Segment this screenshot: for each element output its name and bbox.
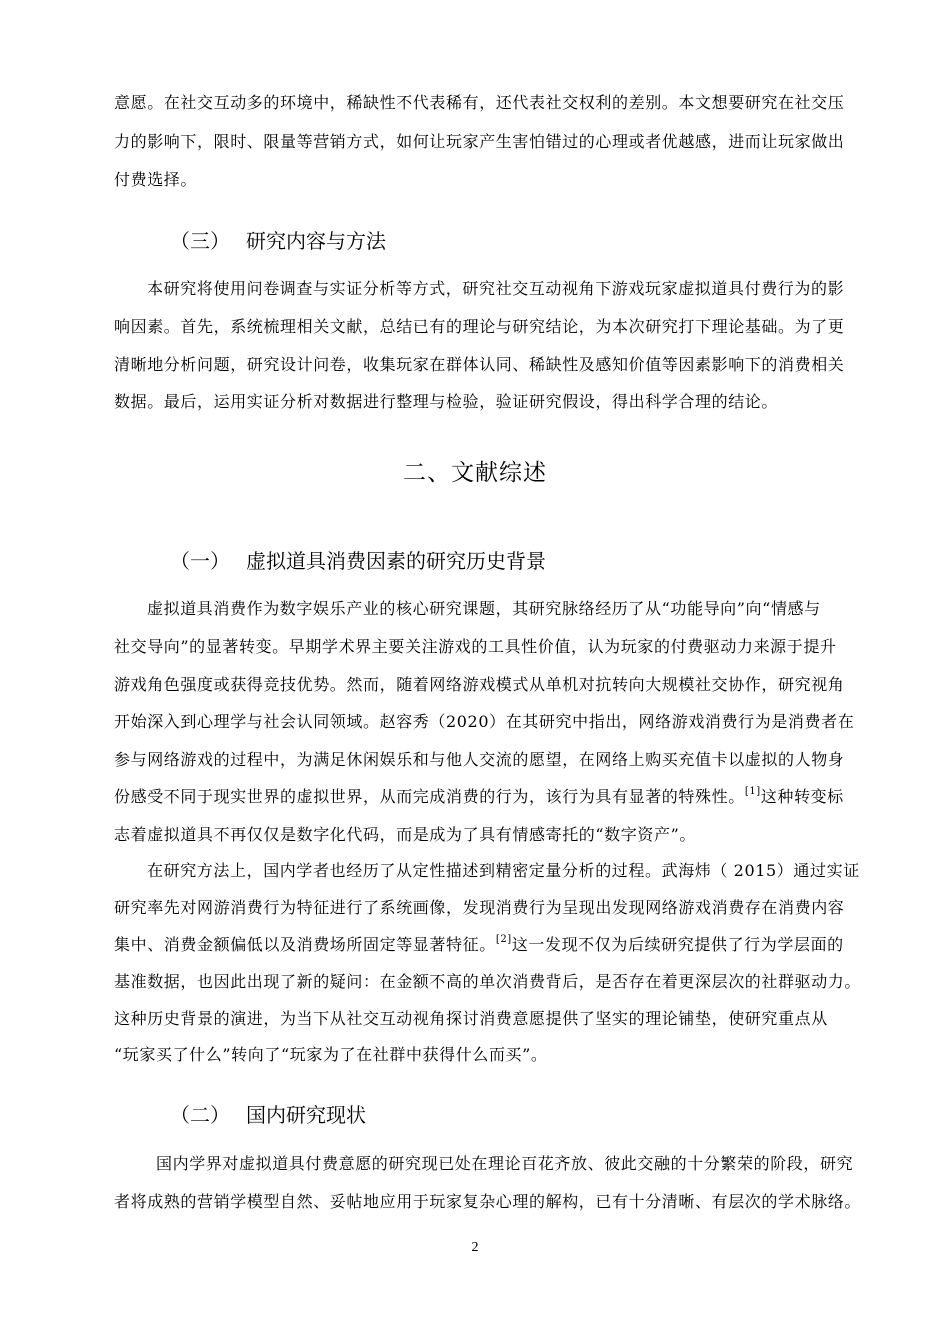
body-text-segment: 集中、消费金额偏低以及消费场所固定等显著特征。 <box>114 935 496 954</box>
body-text-segment: 份感受不同于现实世界的虚拟世界，从而完成消费的行为，该行为具有显著的特殊性。 <box>114 787 745 806</box>
body-text-line: 者将成熟的营销学模型自然、妥帖地应用于玩家复杂心理的解构，已有十分清晰、有层次的学术脉络。 <box>114 1192 862 1211</box>
section-number: （一） <box>170 549 230 573</box>
section-title: 国内研究现状 <box>246 1103 366 1127</box>
body-text-line: 志着虚拟道具不再仅仅是数字化代码，而是成为了具有情感寄托的“数字资产”。 <box>114 825 696 844</box>
body-text-line: 参与网络游戏的过程中，为满足休闲娱乐和与他人交流的愿望，在网络上购买充值卡以虚拟的人物身 <box>114 750 845 769</box>
body-text-segment: 这种转变标 <box>760 787 844 806</box>
body-text-line <box>114 934 844 956</box>
body-text-line: 这种历史背景的演进，为当下从社交互动视角探讨消费意愿提供了坚实的理论铺垫，使研究重点从 <box>114 1009 828 1028</box>
citation-ref[interactable]: [2] <box>495 934 512 945</box>
body-text-line: 开始深入到心理学与社会认同领域。赵容秀（2020）在其研究中指出，网络游戏消费行为是消费者在 <box>114 712 855 731</box>
body-text-line: 基准数据，也因此出现了新的疑问：在金额不高的单次消费背后，是否存在着更深层次的社群驱动力。 <box>114 972 862 991</box>
section-title: 虚拟道具消费因素的研究历史背景 <box>246 549 546 573</box>
body-text-line: 意愿。在社交互动多的环境中，稀缺性不代表稀有，还代表社交权利的差别。本文想要研究在社交压 <box>114 93 845 112</box>
body-text-line: 本研究将使用问卷调查与实证分析等方式，研究社交互动视角下游戏玩家虚拟道具付费行为的影 <box>147 279 845 298</box>
body-text-line: 清晰地分析问题，研究设计问卷，收集玩家在群体认同、稀缺性及感知价值等因素影响下的消费相关 <box>114 355 845 374</box>
section-title: 研究内容与方法 <box>246 229 386 253</box>
chapter-title: 二、文献综述 <box>403 460 547 486</box>
body-text-line: 数据。最后，运用实证分析对数据进行整理与检验，验证研究假设，得出科学合理的结论。 <box>114 392 779 411</box>
body-text-line: 响因素。首先，系统梳理相关文献，总结已有的理论与研究结论，为本次研究打下理论基础。为了更 <box>114 317 845 336</box>
section-number: （二） <box>170 1103 230 1127</box>
body-text-line: 研究率先对网游消费行为特征进行了系统画像，发现消费行为呈现出发现网络游戏消费存在消费内容 <box>114 898 845 917</box>
body-text-segment: 这一发现不仅为后续研究提供了行为学层面的 <box>511 935 844 954</box>
body-text-line: 虚拟道具消费作为数字娱乐产业的核心研究课题，其研究脉络经历了从“功能导向”向“情感与 <box>147 599 821 618</box>
citation-ref[interactable]: [1] <box>744 786 761 797</box>
body-text-line: 游戏角色强度或获得竞技优势。然而，随着网络游戏模式从单机对抗转向大规模社交协作，研究视角 <box>114 675 845 694</box>
body-text-line <box>114 786 844 808</box>
section-number: （三） <box>170 229 230 253</box>
body-text-line: 力的影响下，限时、限量等营销方式，如何让玩家产生害怕错过的心理或者优越感，进而让玩家做出 <box>114 132 845 151</box>
body-text-line: 付费选择。 <box>114 170 198 189</box>
body-text-line: 在研究方法上，国内学者也经历了从定性描述到精密定量分析的过程。武海炜（ 2015）通过实证 <box>147 861 860 880</box>
body-text-line: 社交导向”的显著转变。早期学术界主要关注游戏的工具性价值，认为玩家的付费驱动力来源于提升 <box>114 637 837 656</box>
page-number: 2 <box>471 1240 479 1255</box>
body-text-line: “玩家买了什么”转向了“玩家为了在社群中获得什么而买”。 <box>114 1045 548 1064</box>
body-text-line: 国内学界对虚拟道具付费意愿的研究现已处在理论百花齐放、彼此交融的十分繁荣的阶段，研究 <box>156 1154 854 1173</box>
